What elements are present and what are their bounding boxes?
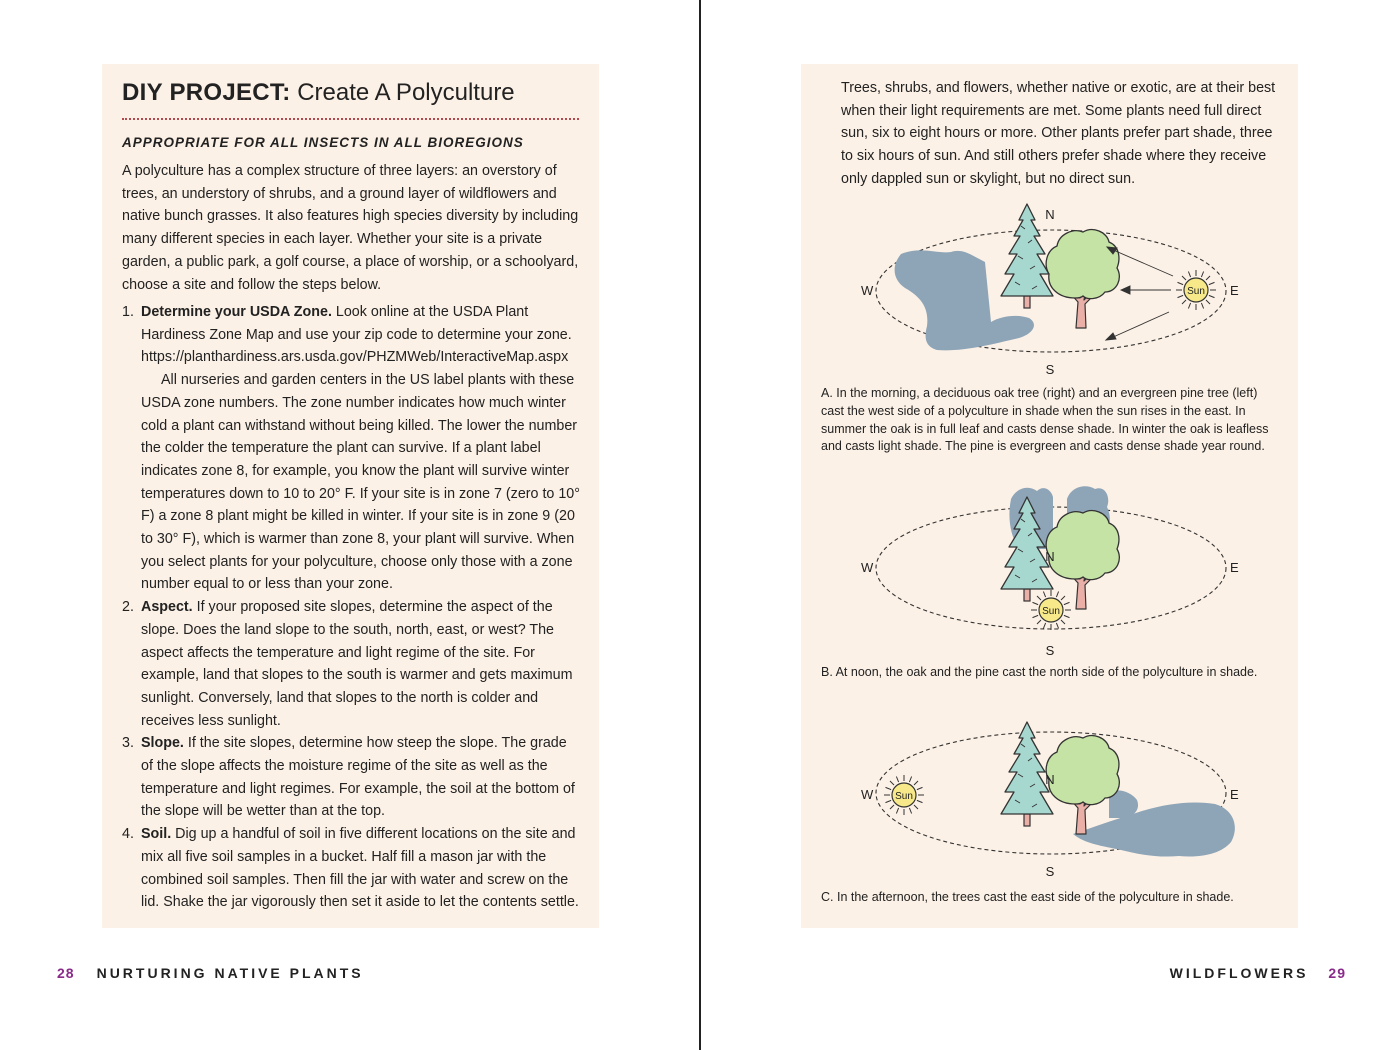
oak-tree-icon xyxy=(1046,230,1119,328)
compass-west: W xyxy=(861,560,874,575)
usda-zone-map-link[interactable]: https://planthardiness.ars.usda.gov/PHZMWeb/InteractiveMap.aspx xyxy=(141,349,569,366)
compass-north: N xyxy=(1045,549,1055,564)
step-number: 3. xyxy=(122,735,134,752)
step-number: 1. xyxy=(122,304,134,320)
page-number: 28 xyxy=(57,965,75,981)
sun-label: Sun xyxy=(1042,606,1060,617)
right-page xyxy=(701,0,1400,1050)
sun-label: Sun xyxy=(895,791,913,802)
step-title: Determine your USDA Zone. xyxy=(141,304,332,320)
step-title: Slope. xyxy=(141,735,184,752)
folio-right xyxy=(1170,965,1346,981)
title-kicker: DIY PROJECT: xyxy=(122,79,291,106)
compass-east: E xyxy=(1230,283,1239,298)
list-item xyxy=(122,732,582,823)
compass-east: E xyxy=(1230,560,1239,575)
diagram-morning xyxy=(841,202,1261,380)
tree-shade xyxy=(1073,802,1235,856)
step-title: Soil. xyxy=(141,826,172,843)
page-title xyxy=(122,79,515,107)
running-head: NURTURING NATIVE PLANTS xyxy=(96,965,364,981)
shade-diagram-panel xyxy=(801,64,1298,928)
diagram-afternoon xyxy=(841,704,1261,882)
step-paragraph: All nurseries and garden centers in the US label plants with these USDA zone numbers. The zone number indicates how much winter cold a plant can withstand without being killed. The lower the number the colder the temperature the plant can survive. If a plant label indicates zone 8, for example, you know the plant will survive winter temperatures down to 10 to 20° F. If your site is in zone 7 (zero to 10° F) a zone 8 plant might be killed in winter. If your site is in zone 9 (20 to 30° F), which is warmer than zone 8, your plant will survive. When you select plants for your polyculture, choose only those with a zone number equal to or less than your zone. xyxy=(141,372,580,593)
list-item xyxy=(122,596,582,732)
diagram-noon xyxy=(841,479,1261,657)
compass-west: W xyxy=(861,787,874,802)
step-title: Aspect. xyxy=(141,599,193,616)
oak-tree-icon xyxy=(1046,736,1119,834)
list-item xyxy=(122,823,582,914)
title-text: Create A Polyculture xyxy=(290,79,515,106)
subhead: APPROPRIATE FOR ALL INSECTS IN ALL BIOREGIONS xyxy=(122,135,524,150)
compass-south: S xyxy=(1045,643,1055,657)
compass-south: S xyxy=(1045,362,1055,377)
folio-left xyxy=(57,965,364,981)
compass-north: N xyxy=(1045,207,1055,222)
intro-paragraph: A polyculture has a complex structure of three layers: an overstory of trees, an understory of shrubs, and a ground layer of wildflowers and native bunch grasses. It also features high species diversity by including many different species in each layer. Whether your site is a private garden, a public park, a golf course, a place of worship, or a schoolyard, choose a site and follow the steps below. xyxy=(122,163,579,293)
page-number: 29 xyxy=(1328,965,1346,981)
title-divider xyxy=(122,118,579,120)
step-number: 4. xyxy=(122,826,134,843)
compass-west: W xyxy=(861,283,874,298)
compass-north: N xyxy=(1045,772,1055,787)
light-requirements-paragraph: Trees, shrubs, and flowers, whether native or exotic, are at their best when their light requirements are met. Some plants need full direct sun, six to eight hours or more. Other plants prefer part shade, three to six hours of sun. And still others prefer shade where they receive only dappled sun or skylight, but no direct sun. xyxy=(841,80,1276,187)
step-text: Look online at the USDA Plant Hardiness Zone Map and use your zip code to determine your zone. xyxy=(141,304,572,343)
caption-afternoon: C. In the afternoon, the trees cast the east side of the polyculture in shade. xyxy=(821,890,1234,904)
list-item xyxy=(122,301,582,596)
step-text: If your proposed site slopes, determine the aspect of the slope. Does the land slope to the south, north, east, or west? The aspect affects the temperature and light regime of the site. For example, land that slopes to the south is warmer and gets maximum sunlight. Conversely, land that slopes to the north is colder and receives less sunlight. xyxy=(141,599,573,729)
step-number: 2. xyxy=(122,599,134,616)
steps-list xyxy=(122,301,582,914)
compass-south: S xyxy=(1045,864,1055,879)
diy-project-panel xyxy=(102,64,599,928)
compass-east: E xyxy=(1230,787,1239,802)
caption-morning: A. In the morning, a deciduous oak tree (right) and an evergreen pine tree (left) cast the west side of a polyculture in shade when the sun rises in the east. In summer the oak is in full leaf and casts dense shade. In winter the oak is leafless and casts light shade. The pine is evergreen and casts dense shade year round. xyxy=(821,386,1269,454)
caption-noon: B. At noon, the oak and the pine cast the north side of the polyculture in shade. xyxy=(821,665,1258,679)
sun-label: Sun xyxy=(1187,286,1205,297)
step-text: Dig up a handful of soil in five different locations on the site and mix all five soil samples in a bucket. Half fill a mason jar with the combined soil samples. Then fill the jar with water and screw on the lid. Shake the jar vigorously then set it aside to let the contents settle. xyxy=(141,826,579,911)
running-head: WILDFLOWERS xyxy=(1169,965,1309,981)
left-page xyxy=(0,0,699,1050)
step-text: If the site slopes, determine how steep the slope. The grade of the slope affects the moisture regime of the site as well as the temperature and light regimes. For example, the soil at the bottom of the slope will be wetter than at the top. xyxy=(141,735,575,820)
